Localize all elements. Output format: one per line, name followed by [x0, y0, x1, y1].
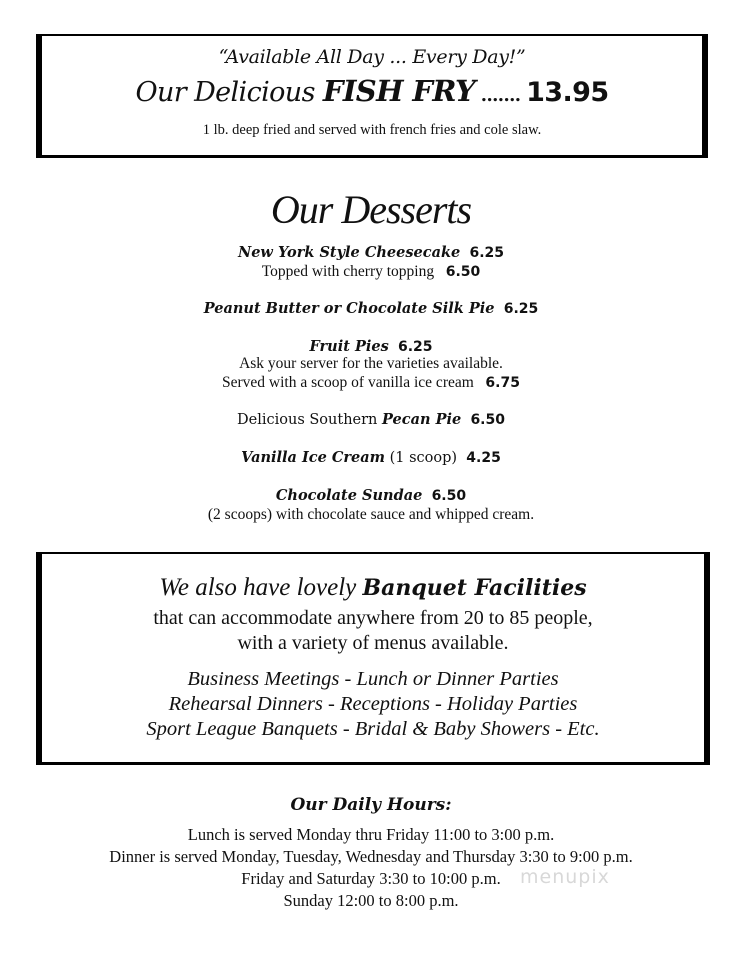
dessert-detail-price: 6.50: [445, 264, 481, 280]
hours-line: Friday and Saturday 3:30 to 10:00 p.m.: [241, 869, 501, 888]
hours-line: Dinner is served Monday, Tuesday, Wednesday and Thursday 3:30 to 9:00 p.m.: [109, 847, 633, 866]
dessert-price: 6.25: [503, 301, 539, 317]
dessert-name: Vanilla Ice Cream: [241, 449, 386, 466]
desserts-title: Our Desserts: [270, 187, 472, 232]
hours-title: Our Daily Hours:: [290, 795, 452, 815]
dessert-pre: Delicious Southern: [237, 412, 383, 428]
dessert-name: New York Style Cheesecake: [237, 244, 461, 261]
dessert-detail: [0, 355, 742, 373]
banquet-event-line: Business Meetings - Lunch or Dinner Parties: [187, 668, 559, 690]
fish-fry-tagline: “Available All Day ... Every Day!”: [218, 46, 526, 68]
dessert-name: Pecan Pie: [382, 411, 462, 428]
dessert-item: [0, 449, 742, 467]
fish-fry-dots: .......: [475, 85, 527, 106]
hours-line: Lunch is served Monday thru Friday 11:00 to 3:00 p.m.: [187, 825, 555, 844]
dessert-detail-text: Served with a scoop of vanilla ice cream: [222, 374, 474, 391]
dessert-detail-price: 6.75: [485, 375, 520, 391]
banquet-title-bold: Banquet Facilities: [362, 575, 587, 601]
dessert-price: 6.50: [470, 412, 505, 428]
dessert-item: [0, 338, 742, 356]
dessert-name: Fruit Pies: [309, 338, 389, 355]
dessert-name: Chocolate Sundae: [275, 487, 423, 504]
dessert-detail-text: Topped with cherry topping: [261, 263, 435, 280]
dessert-price: 6.25: [469, 245, 505, 261]
dessert-detail: [0, 374, 742, 392]
dessert-price: 6.50: [431, 488, 467, 504]
fish-fry-box: [36, 34, 708, 158]
fish-fry-description: 1 lb. deep fried and served with french fries and cole slaw.: [202, 122, 542, 138]
dessert-name: Peanut Butter or Chocolate Silk Pie: [203, 300, 495, 317]
dessert-item: [0, 487, 742, 505]
banquet-menus: with a variety of menus available.: [237, 632, 509, 654]
banquet-title: [42, 574, 704, 602]
dessert-price: 4.25: [466, 450, 501, 466]
banquet-title-prefix: We also have lovely: [159, 574, 363, 601]
dessert-detail: [0, 506, 742, 524]
dessert-item: [0, 411, 742, 429]
fish-fry-prefix: Our Delicious: [135, 77, 323, 108]
fish-fry-name: FISH FRY: [322, 74, 476, 108]
dessert-item: [0, 244, 742, 262]
dessert-detail: [0, 263, 742, 281]
banquet-box: [36, 552, 710, 765]
banquet-event-line: Sport League Banquets - Bridal & Baby Showers - Etc.: [146, 718, 600, 740]
fish-fry-price: 13.95: [526, 77, 609, 108]
dessert-note: (1 scoop): [385, 450, 458, 466]
banquet-capacity: that can accommodate anywhere from 20 to 85 people,: [153, 607, 593, 629]
dessert-price: 6.25: [397, 339, 433, 355]
dessert-detail-text: (2 scoops) with chocolate sauce and whipped cream.: [207, 506, 535, 523]
dessert-item: [0, 300, 742, 318]
watermark: menupix: [520, 866, 610, 888]
dessert-detail-text: Ask your server for the varieties available.: [239, 355, 503, 372]
fish-fry-headline: [42, 74, 702, 108]
hours-line: Sunday 12:00 to 8:00 p.m.: [283, 891, 459, 910]
banquet-event-line: Rehearsal Dinners - Receptions - Holiday Parties: [168, 693, 578, 715]
